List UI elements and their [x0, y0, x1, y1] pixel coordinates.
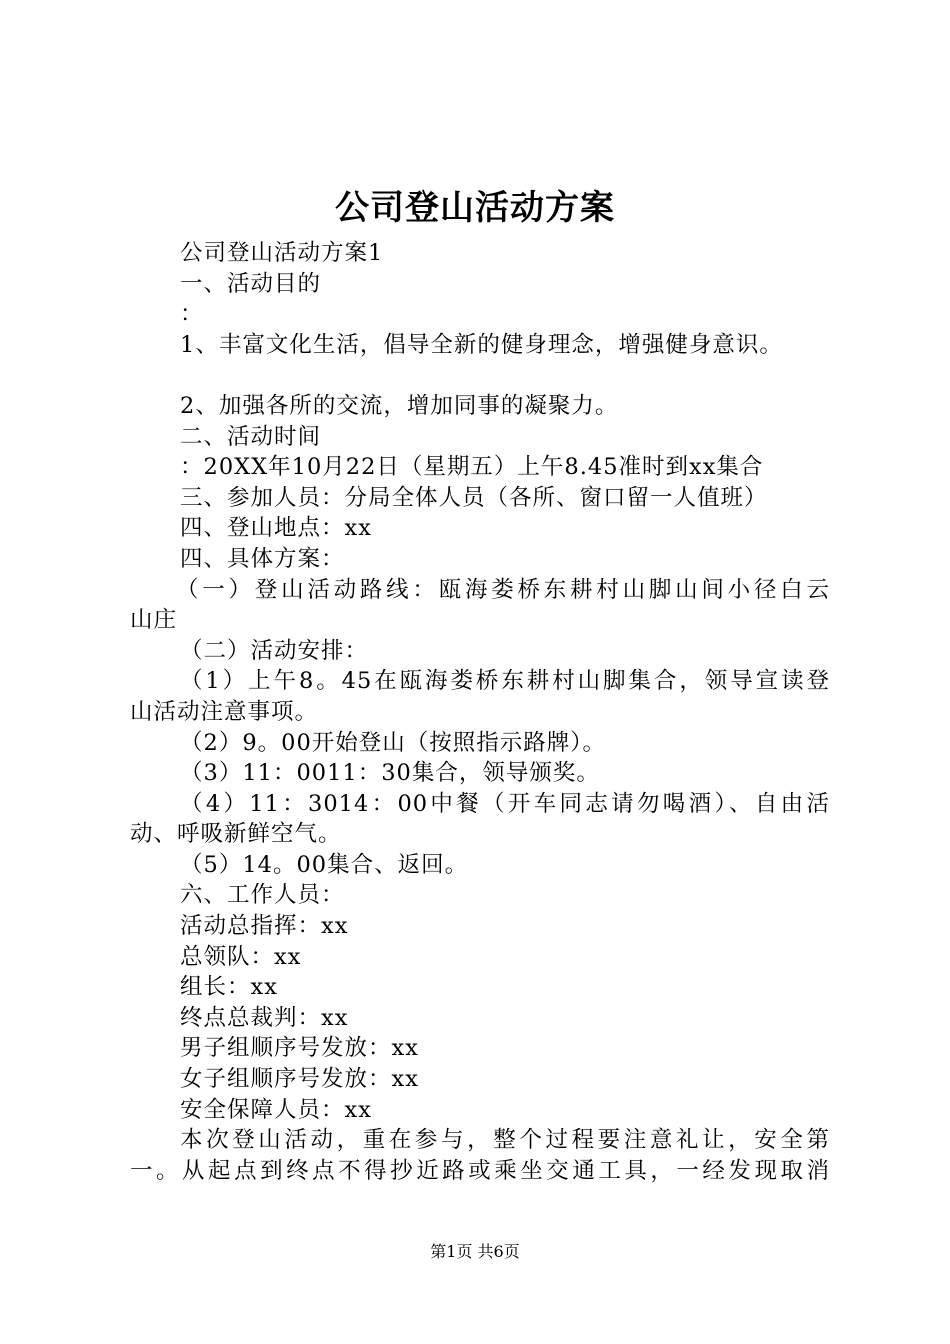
paragraph-line: （1）上午8。45在瓯海娄桥东耕村山脚集合，领导宣读登 [180, 668, 830, 695]
paragraph-line: 山活动注意事项。 [130, 698, 319, 725]
heading-time: 二、活动时间 [180, 423, 322, 450]
heading-purpose: 一、活动目的 [180, 270, 322, 297]
staff-line: 男子组顺序号发放：xx [180, 1035, 419, 1062]
paragraph-line: 本次登山活动，重在参与，整个过程要注意礼让，安全第 [180, 1127, 830, 1154]
paragraph-line: （2）9。00开始登山（按照指示路牌）。 [180, 729, 607, 756]
document-body [130, 238, 830, 1186]
staff-line: 终点总裁判：xx [180, 1004, 349, 1031]
paragraph-line: （3）11：0011：30集合，领导颁奖。 [180, 760, 600, 787]
heading-participants: 三、参加人员：分局全体人员（各所、窗口留一人值班） [180, 484, 768, 511]
paragraph-line: 2、加强各所的交流，增加同事的凝聚力。 [180, 392, 619, 419]
paragraph-line: 1、丰富文化生活，倡导全新的健身理念，增强健身意识。 [180, 331, 783, 358]
staff-line: 总领队：xx [180, 943, 302, 970]
page-number-footer: 第1页 共6页 [430, 1242, 520, 1261]
paragraph-line: （5）14。00集合、返回。 [180, 851, 469, 878]
paragraph-line: （二）活动安排： [180, 637, 369, 664]
document-title: 公司登山活动方案 [335, 188, 615, 228]
heading-plan: 四、具体方案： [180, 545, 345, 572]
paragraph-line: （一）登山活动路线：瓯海娄桥东耕村山脚山间小径白云 [176, 576, 830, 603]
paragraph-line: 一。从起点到终点不得抄近路或乘坐交通工具，一经发现取消 [130, 1157, 830, 1184]
section-subtitle: 公司登山活动方案1 [180, 240, 384, 266]
staff-line: 女子组顺序号发放：xx [180, 1066, 419, 1093]
paragraph-line: （4）11：3014：00中餐（开车同志请勿喝酒）、自由活 [180, 790, 830, 817]
staff-line: 安全保障人员：xx [180, 1096, 372, 1123]
paragraph-line: ： [180, 301, 204, 328]
paragraph-line: 动、呼吸新鲜空气。 [130, 821, 342, 848]
staff-line: 组长：xx [180, 974, 278, 1001]
staff-line: 活动总指挥：xx [180, 913, 349, 940]
paragraph-line: 山庄 [130, 607, 178, 634]
heading-location: 四、登山地点：xx [180, 515, 372, 542]
paragraph-line: ：20XX年10月22日（星期五）上午8.45准时到xx集合 [180, 454, 764, 481]
heading-staff: 六、工作人员： [180, 882, 345, 909]
